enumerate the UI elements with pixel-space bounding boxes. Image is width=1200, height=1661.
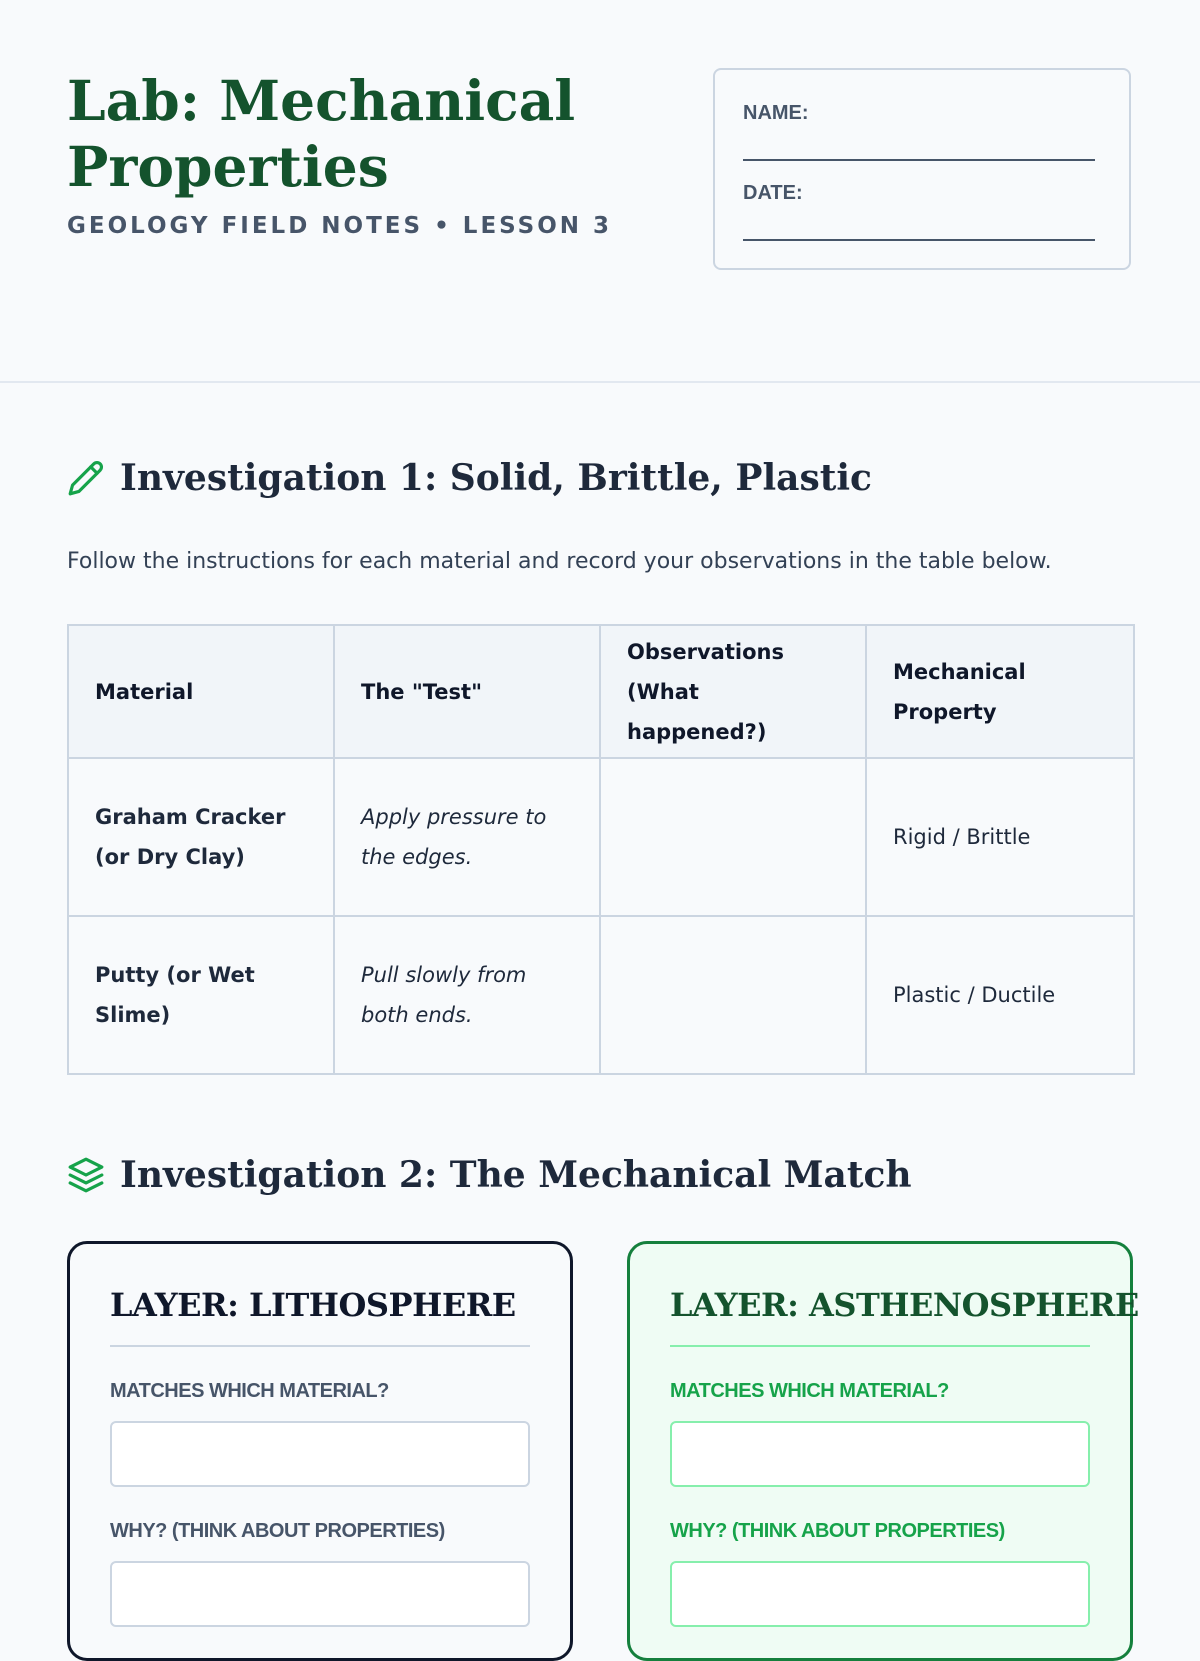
match-input[interactable]: [670, 1421, 1090, 1487]
material-cell: Graham Cracker (or Dry Clay): [68, 758, 334, 916]
column-header-observations: Observations (What happened?): [600, 625, 866, 758]
card-divider: [670, 1345, 1090, 1347]
card-title: LAYER: LITHOSPHERE: [110, 1286, 516, 1324]
name-date-box: [713, 68, 1131, 270]
match-label: MATCHES WHICH MATERIAL?: [670, 1380, 949, 1402]
test-cell: Pull slowly from both ends.: [334, 916, 600, 1074]
property-cell: Plastic / Ductile: [866, 916, 1134, 1074]
property-cell: Rigid / Brittle: [866, 758, 1134, 916]
date-label: DATE:: [743, 182, 803, 204]
card-title: LAYER: ASTHENOSPHERE: [670, 1286, 1139, 1324]
material-cell: Putty (or Wet Slime): [68, 916, 334, 1074]
observation-cell[interactable]: [600, 916, 866, 1074]
investigation-2-title: Investigation 2: The Mechanical Match: [120, 1154, 912, 1196]
worksheet-header: [0, 0, 1200, 383]
table-row: [68, 916, 1134, 1074]
pencil-icon: [67, 459, 105, 497]
name-label: NAME:: [743, 102, 809, 124]
table-header-row: [68, 625, 1134, 758]
page-subtitle: GEOLOGY FIELD NOTES • LESSON 3: [67, 213, 613, 239]
why-input[interactable]: [110, 1561, 530, 1627]
match-input[interactable]: [110, 1421, 530, 1487]
lithosphere-card: [67, 1241, 573, 1661]
column-header-property: Mechanical Property: [866, 625, 1134, 758]
layers-icon: [67, 1156, 105, 1194]
date-field[interactable]: [743, 239, 1095, 241]
name-field[interactable]: [743, 159, 1095, 161]
match-label: MATCHES WHICH MATERIAL?: [110, 1380, 389, 1402]
asthenosphere-card: [627, 1241, 1139, 1661]
investigation-1-title: Investigation 1: Solid, Brittle, Plastic: [120, 457, 872, 499]
table-row: [68, 758, 1134, 916]
investigation-1-instructions: Follow the instructions for each material and record your observations in the table below.: [67, 549, 1052, 574]
column-header-material: Material: [68, 625, 334, 758]
why-label: WHY? (THINK ABOUT PROPERTIES): [110, 1520, 445, 1542]
column-header-test: The "Test": [334, 625, 600, 758]
page-title: Lab: Mechanical Properties: [67, 68, 576, 199]
why-label: WHY? (THINK ABOUT PROPERTIES): [670, 1520, 1005, 1542]
test-cell: Apply pressure to the edges.: [334, 758, 600, 916]
observations-table: [67, 624, 1135, 1075]
observation-cell[interactable]: [600, 758, 866, 916]
why-input[interactable]: [670, 1561, 1090, 1627]
card-divider: [110, 1345, 530, 1347]
